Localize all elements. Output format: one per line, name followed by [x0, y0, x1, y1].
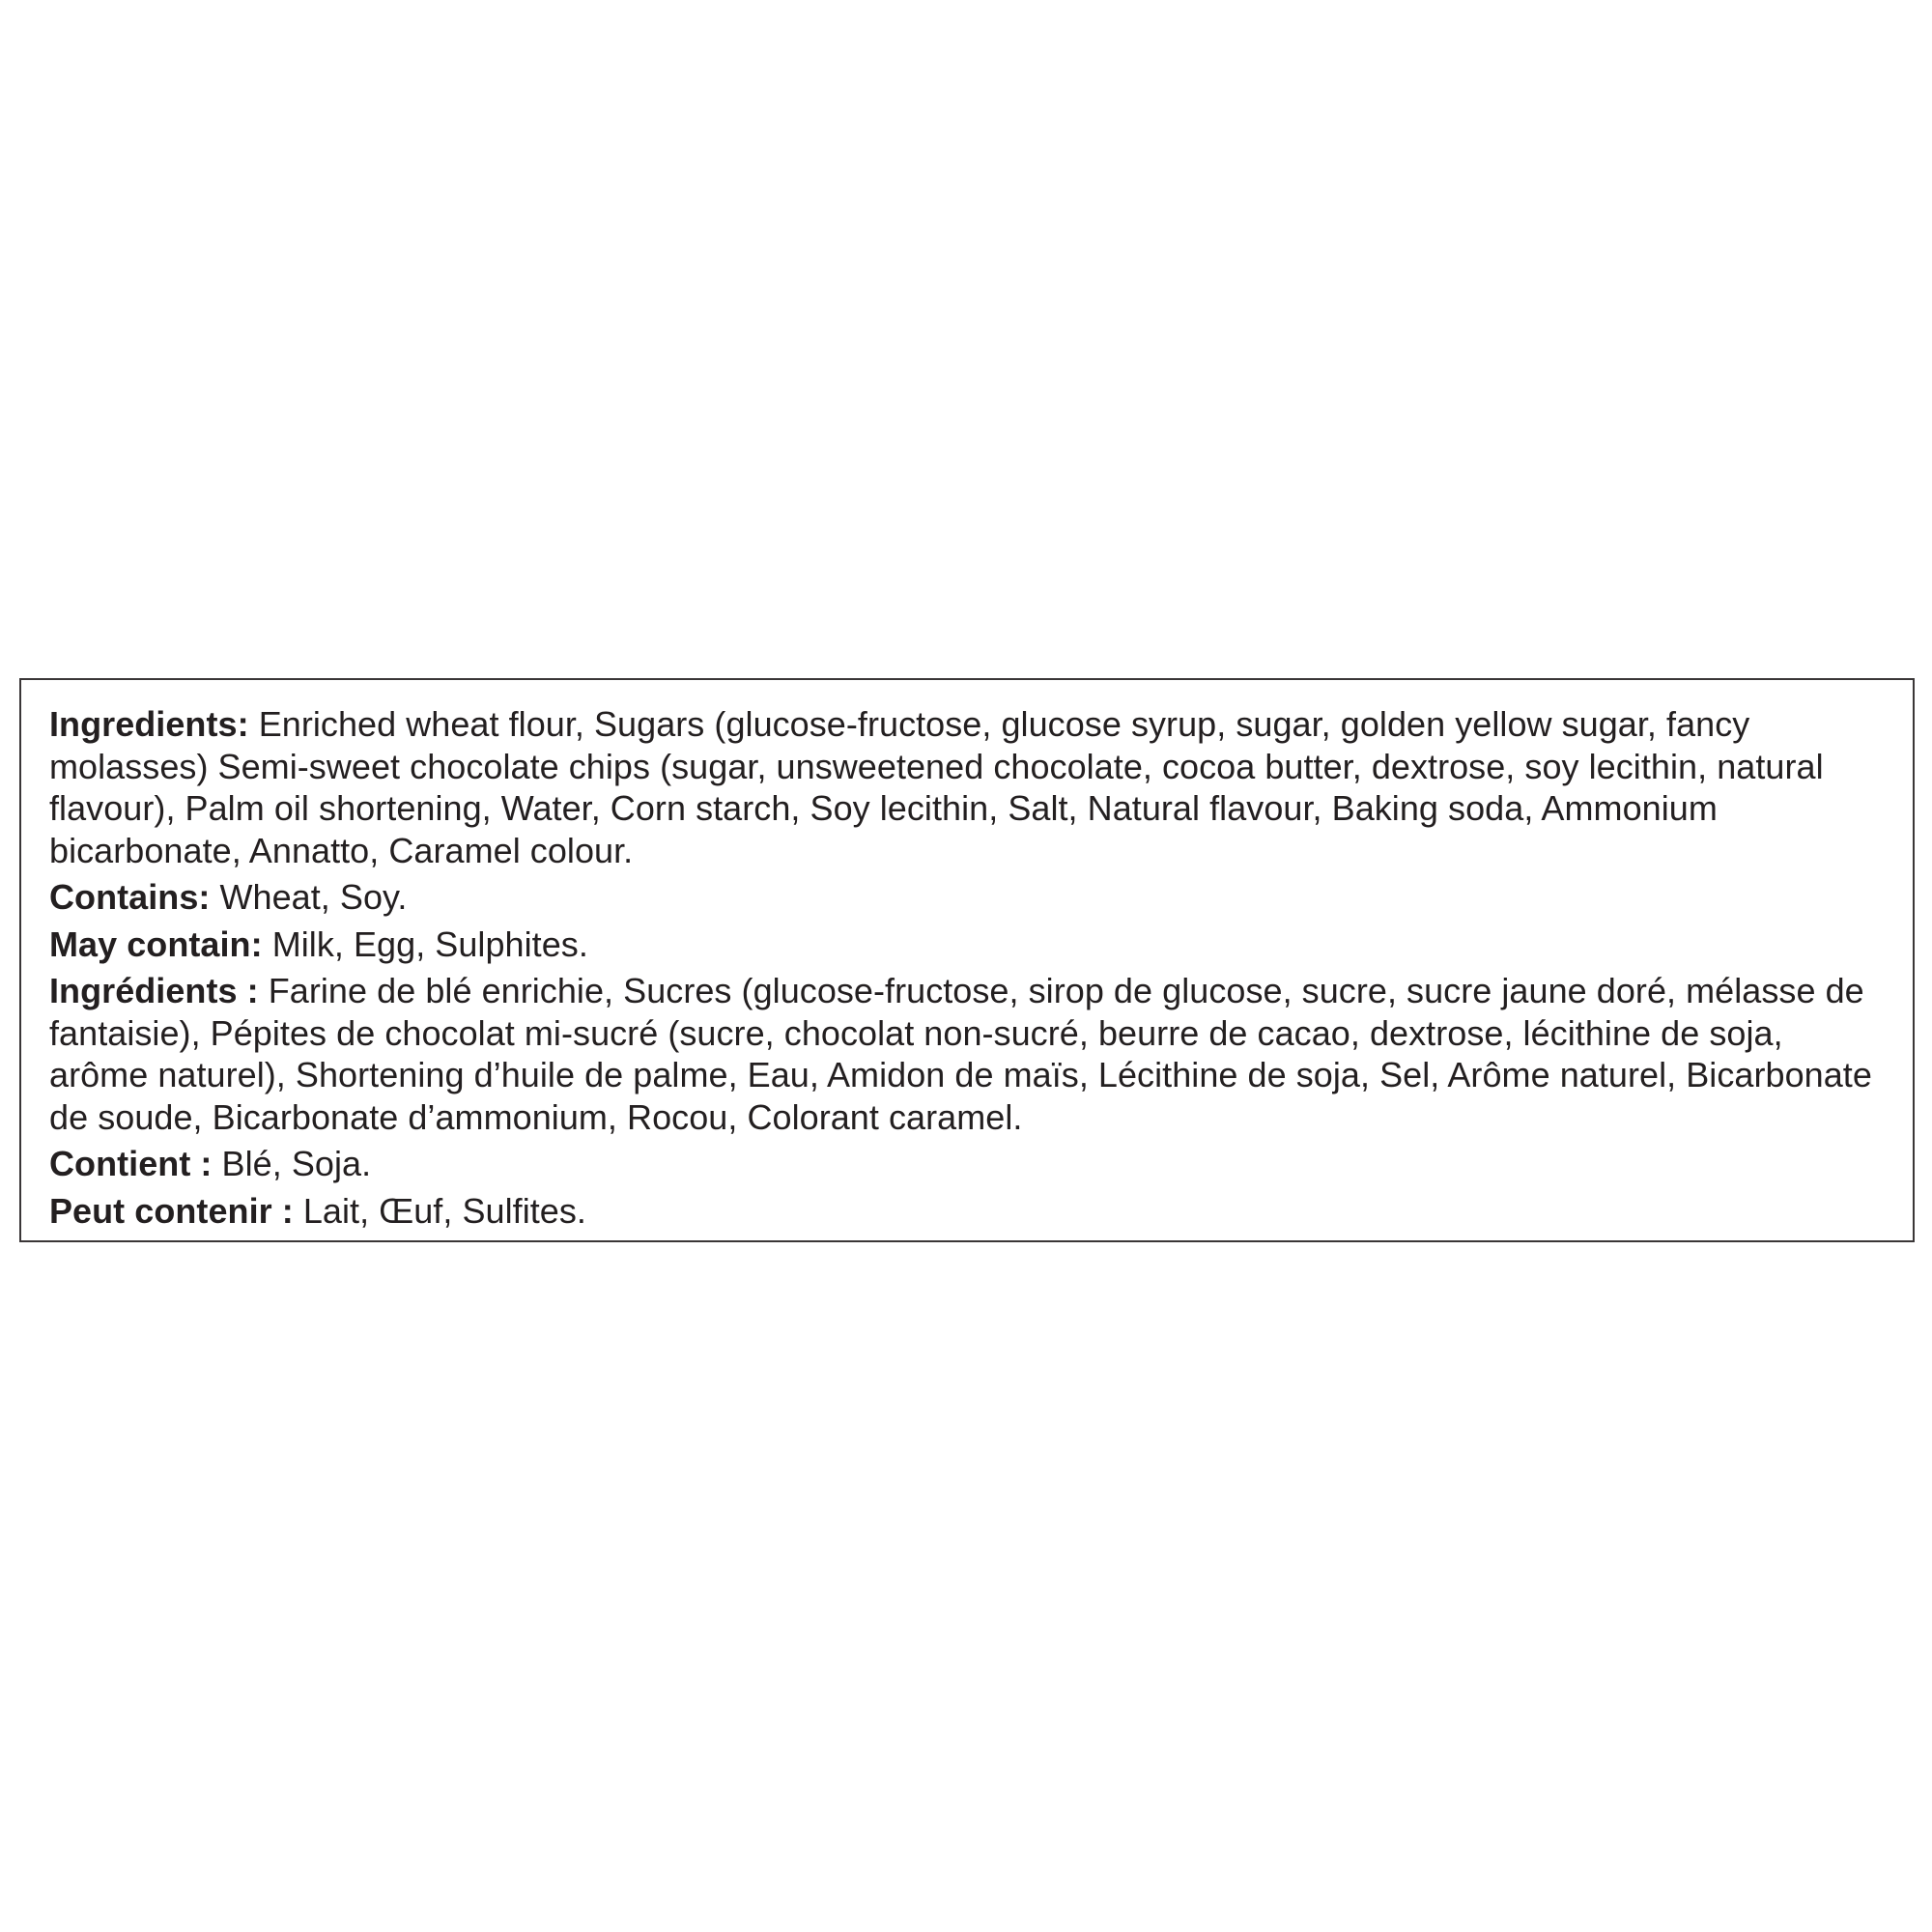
may-contain-fr [49, 1190, 1886, 1233]
may-contain-fr-text: Lait, Œuf, Sulfites. [302, 1190, 586, 1231]
may-contain-en-heading: May contain: [49, 923, 263, 964]
contains-fr [49, 1143, 1886, 1185]
may-contain-en [49, 923, 1886, 966]
ingredients-fr-heading: Ingrédients : [49, 971, 259, 1010]
ingredients-fr-text: Farine de blé enrichie, Sucres (glucose-fructose, sirop de glucose, sucre, sucre jaune doré, mélasse de fantaisie), Pépites de chocolat mi-sucré (sucre, chocolat non-sucré, beurre de cacao, dextrose, lécithine de soja, arôme naturel), Shortening d’huile de palme, Eau, Amidon de maïs, Lécithine de soja, Sel, Arôme naturel, Bicarbonate de soude, Bicarbonate d’ammonium, Rocou, Colorant caramel. [49, 971, 1872, 1137]
may-contain-en-text: Milk, Egg, Sulphites. [271, 923, 588, 964]
ingredients-en [49, 703, 1886, 871]
ingredients-en-heading: Ingredients: [49, 704, 249, 744]
contains-fr-text: Blé, Soja. [221, 1144, 372, 1183]
ingredients-label-box [19, 678, 1915, 1242]
contains-en-text: Wheat, Soy. [219, 877, 408, 917]
contains-fr-heading: Contient : [49, 1144, 213, 1183]
ingredients-en-text: Enriched wheat flour, Sugars (glucose-fructose, glucose syrup, sugar, golden yellow sugar, fancy molasses) Semi-sweet chocolate chips (sugar, unsweetened chocolate, cocoa butter, dextrose, soy lecithin, natural flavour), Palm oil shortening, Water, Corn starch, Soy lecithin, Salt, Natural flavour, Baking soda, Ammonium bicarbonate, Annatto, Caramel colour. [49, 704, 1824, 870]
may-contain-fr-heading: Peut contenir : [49, 1190, 294, 1231]
contains-en [49, 876, 1886, 919]
contains-en-heading: Contains: [49, 877, 211, 917]
ingredients-fr [49, 970, 1886, 1138]
